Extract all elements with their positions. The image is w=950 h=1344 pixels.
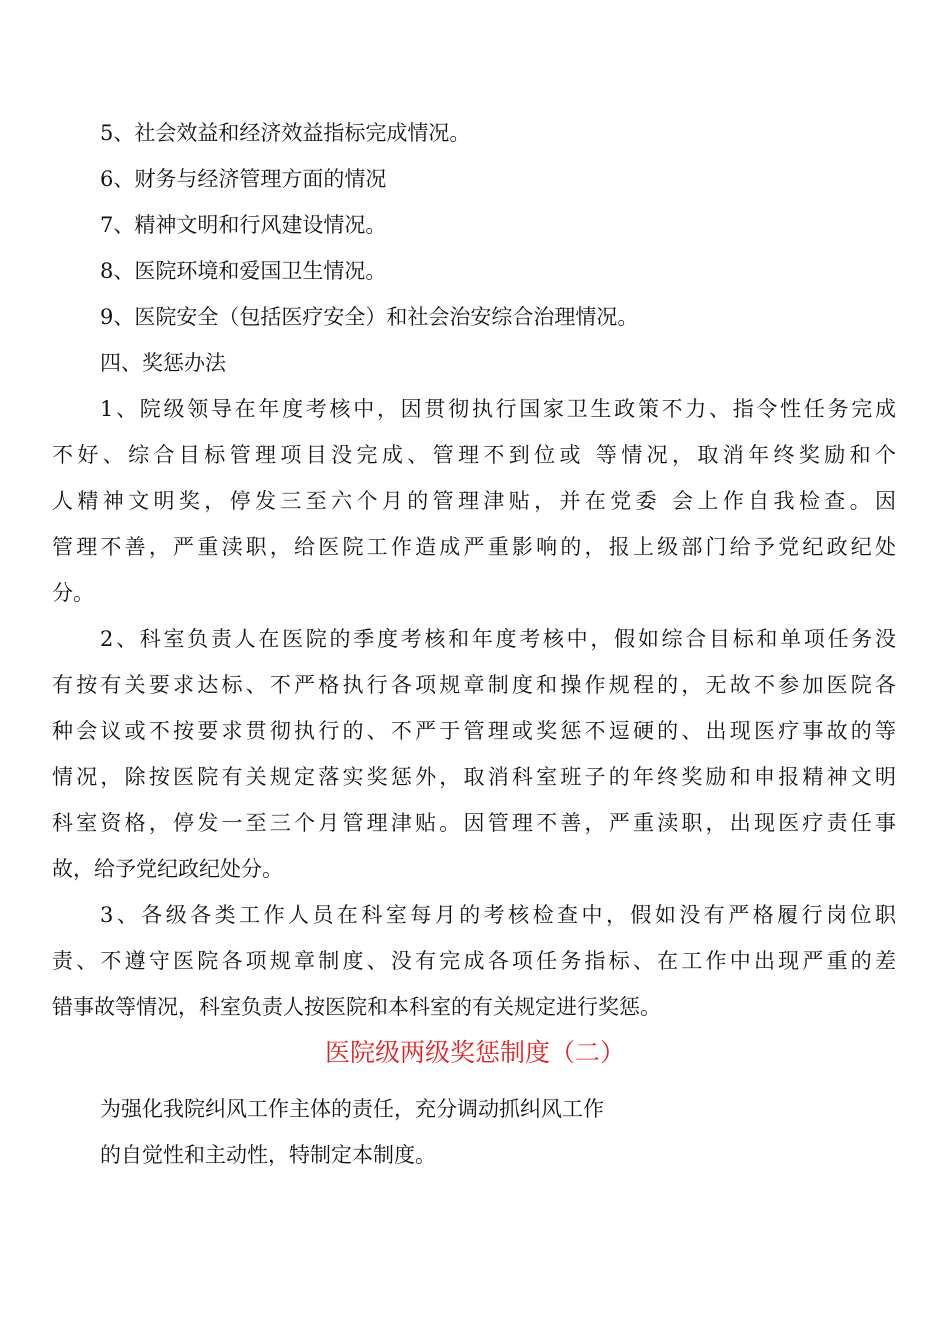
paragraph-2-line-2: 有按有关要求达标、不严格执行各项规章制度和操作规程的，无故不参加医院各: [52, 673, 896, 697]
paragraph-2-line-5: 科室资格，停发一至三个月管理津贴。因管理不善，严重渎职，出现医疗责任事: [52, 811, 896, 835]
intro-line-2: 的自觉性和主动性，特制定本制度。: [100, 1143, 436, 1167]
list-item-7: 7、精神文明和行风建设情况。: [100, 213, 387, 237]
paragraph-2-line-3: 种会议或不按要求贯彻执行的、不严于管理或奖惩不逗硬的、出现医疗事故的等: [52, 719, 896, 743]
list-item-9: 9、医院安全（包括医疗安全）和社会治安综合治理情况。: [100, 305, 639, 329]
paragraph-2-line-4: 情况，除按医院有关规定落实奖惩外，取消科室班子的年终奖励和申报精神文明: [52, 765, 896, 789]
paragraph-1-line-4: 管理不善，严重渎职，给医院工作造成严重影响的，报上级部门给予党纪政纪处: [52, 535, 896, 559]
paragraph-3-line-1: 3、各级各类工作人员在科室每月的考核检查中，假如没有严格履行岗位职: [100, 903, 896, 927]
list-item-8: 8、医院环境和爱国卫生情况。: [100, 259, 387, 283]
section-title: 四、奖惩办法: [100, 351, 226, 375]
intro-line-1: 为强化我院纠风工作主体的责任，充分调动抓纠风工作: [100, 1097, 604, 1121]
paragraph-3-line-3: 错事故等情况，科室负责人按医院和本科室的有关规定进行奖惩。: [52, 995, 661, 1019]
paragraph-1-line-5: 分。: [52, 581, 94, 605]
list-item-6: 6、财务与经济管理方面的情况: [100, 167, 387, 191]
paragraph-1-line-3: 人精神文明奖，停发三至六个月的管理津贴，并在党委 会上作自我检查。因: [52, 489, 896, 513]
list-item-5: 5、社会效益和经济效益指标完成情况。: [100, 121, 471, 145]
paragraph-2-line-1: 2、科室负责人在医院的季度考核和年度考核中，假如综合目标和单项任务没: [100, 627, 896, 651]
section-heading-2: 医院级两级奖惩制度（二）: [324, 1038, 625, 1067]
paragraph-1-line-1: 1、院级领导在年度考核中，因贯彻执行国家卫生政策不力、指令性任务完成: [100, 397, 896, 421]
paragraph-2-line-6: 故，给予党纪政纪处分。: [52, 857, 283, 881]
paragraph-1-line-2: 不好、综合目标管理项目没完成、管理不到位或 等情况，取消年终奖励和个: [52, 443, 896, 467]
paragraph-3-line-2: 责、不遵守医院各项规章制度、没有完成各项任务指标、在工作中出现严重的差: [52, 949, 896, 973]
